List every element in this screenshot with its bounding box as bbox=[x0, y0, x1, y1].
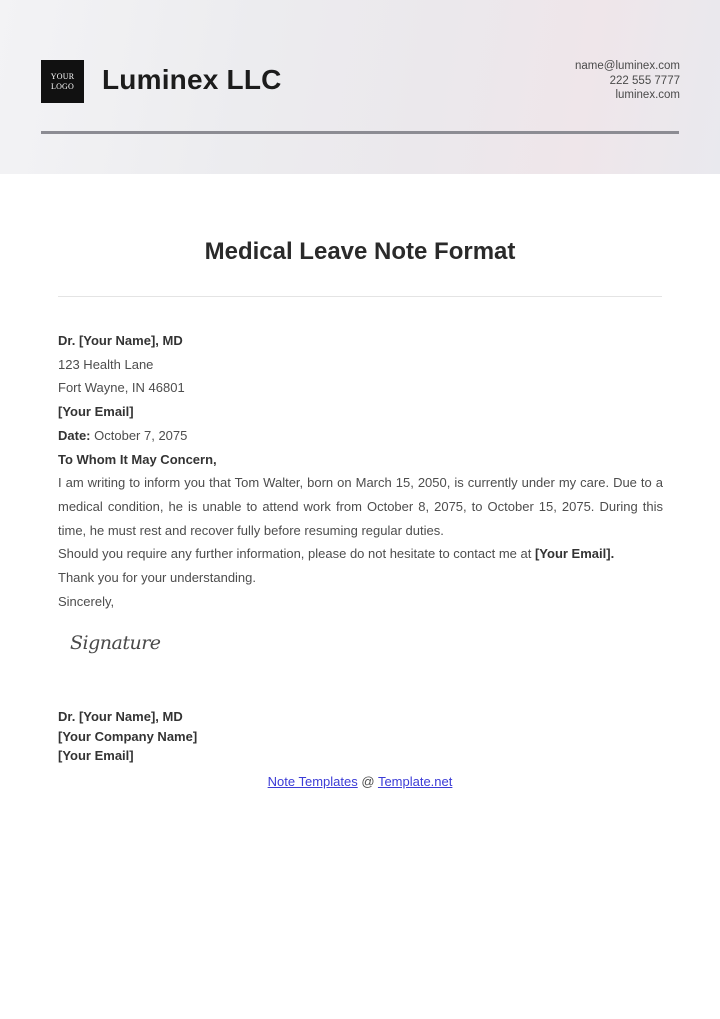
contact-website: luminex.com bbox=[615, 89, 680, 101]
contact-email: name@luminex.com bbox=[575, 60, 680, 72]
closing-line: Sincerely, bbox=[58, 593, 115, 609]
date-value: October 7, 2075 bbox=[94, 427, 188, 443]
date-label: Date: bbox=[58, 427, 91, 443]
logo-text-line1: YOUR bbox=[50, 71, 75, 81]
signature-image: Signature bbox=[70, 632, 161, 654]
thanks-line: Thank you for your understanding. bbox=[58, 570, 257, 586]
signer-company: [Your Company Name] bbox=[58, 728, 198, 744]
paragraph-2-email: [Your Email]. bbox=[534, 546, 615, 562]
title-divider bbox=[58, 296, 662, 297]
company-name: Luminex LLC bbox=[102, 64, 282, 95]
body-paragraph-1: I am writing to inform you that Tom Walter, born on March 15, 2050, is currently under my care. Due to a medical condition, he is unable to attend work from October 8, 2075, to October 15, 2075. During this time, he must rest and recover fully before resuming regular duties. bbox=[58, 475, 663, 538]
letter-body bbox=[58, 329, 663, 613]
address-line-1: 123 Health Lane bbox=[58, 356, 154, 372]
salutation: To Whom It May Concern, bbox=[58, 451, 217, 467]
logo-text-line2: LOGO bbox=[50, 81, 75, 91]
template-net-link[interactable]: Template.net bbox=[377, 774, 453, 789]
footer-separator: @ bbox=[361, 774, 375, 789]
doctor-name: Dr. [Your Name], MD bbox=[58, 333, 183, 348]
contact-phone: 222 555 7777 bbox=[609, 74, 680, 87]
company-logo bbox=[41, 60, 84, 103]
header-divider bbox=[41, 131, 679, 134]
signature-block bbox=[58, 707, 197, 766]
contact-info bbox=[575, 59, 680, 103]
signer-name: Dr. [Your Name], MD bbox=[58, 709, 183, 724]
doctor-email: [Your Email] bbox=[58, 404, 134, 420]
body-paragraph-2 bbox=[58, 542, 663, 566]
paragraph-2-text: Should you require any further information, please do not hesitate to contact me at bbox=[58, 546, 532, 562]
letterhead bbox=[0, 0, 720, 174]
signer-email: [Your Email] bbox=[58, 748, 134, 763]
date-line bbox=[58, 424, 663, 448]
document-title: Medical Leave Note Format bbox=[204, 238, 516, 265]
note-templates-link[interactable]: Note Templates bbox=[267, 774, 358, 789]
address-line-2: Fort Wayne, IN 46801 bbox=[58, 380, 185, 396]
footer-attribution bbox=[0, 773, 720, 791]
